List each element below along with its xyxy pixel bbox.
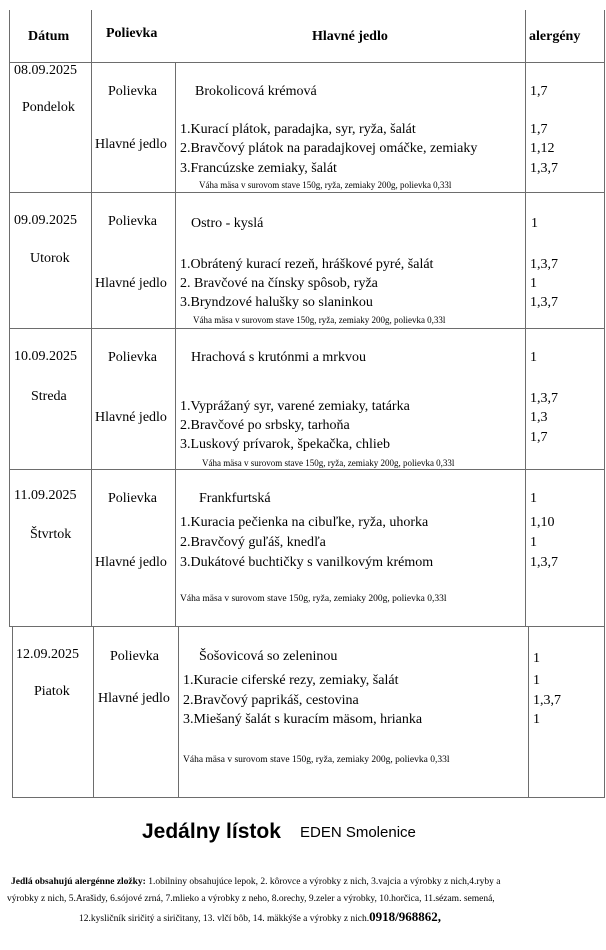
header-allergens: alergény bbox=[529, 29, 581, 44]
main-label: Hlavné jedlo bbox=[95, 410, 167, 425]
main-dish: 3.Dukátové buchtičky s vanilkovým krémom bbox=[180, 555, 434, 570]
main-dish-allergens: 1,3 bbox=[530, 410, 548, 425]
day-name: Utorok bbox=[30, 251, 70, 266]
allergen-legend-line: 1.obilniny obsahujúce lepok, 2. kôrovce a výrobky z nich, 3.vajcia a výrobky z nich,4.ryby a bbox=[145, 877, 501, 887]
soup-name: Brokolicová krémová bbox=[195, 84, 317, 99]
header-soup: Polievka bbox=[106, 26, 158, 41]
main-label: Hlavné jedlo bbox=[95, 276, 167, 291]
soup-name: Ostro - kyslá bbox=[191, 216, 264, 231]
main-dish: 2. Bravčové na čínsky spôsob, ryža bbox=[180, 276, 378, 291]
soup-name: Hrachová s krutónmi a mrkvou bbox=[191, 350, 366, 365]
portion-note: Váha mäsa v surovom stave 150g, ryža, zemiaky 200g, polievka 0,33l bbox=[183, 755, 450, 765]
soup-label: Polievka bbox=[108, 491, 157, 506]
soup-label: Polievka bbox=[108, 84, 157, 99]
main-dish: 3.Bryndzové halušky so slaninkou bbox=[180, 295, 373, 310]
day-date: 09.09.2025 bbox=[14, 213, 77, 228]
allergen-legend-line: 12.kysličník siričitý a siričitany, 13. vlčí bôb, 14. mäkkýše a výrobky z nich. bbox=[79, 914, 370, 924]
portion-note: Váha mäsa v surovom stave 150g, ryža, zemiaky 200g, polievka 0,33l bbox=[202, 458, 455, 468]
main-dish-allergens: 1,3,7 bbox=[530, 555, 558, 570]
day-date: 12.09.2025 bbox=[16, 647, 79, 662]
allergen-legend-line: výrobky z nich, 5.Arašidy, 6.sójové zrná, 7.mlieko a výrobky z neho, 8.orechy, 9.zeler a výrobky, 10.horčica, 11.sézam. semená, bbox=[7, 894, 495, 904]
phone-number: 0918/968862, bbox=[369, 909, 442, 924]
main-label: Hlavné jedlo bbox=[95, 555, 167, 570]
main-dish: 1.Kuracie ciferské rezy, zemiaky, šalát bbox=[183, 673, 399, 688]
day-name: Pondelok bbox=[22, 100, 75, 115]
soup-allergens: 1 bbox=[533, 651, 540, 666]
allergen-legend-lead: Jedlá obsahujú alergénne zložky: bbox=[11, 877, 146, 887]
main-dish-allergens: 1 bbox=[530, 276, 537, 291]
soup-allergens: 1 bbox=[530, 350, 537, 365]
main-dish-allergens: 1 bbox=[533, 673, 540, 688]
soup-label: Polievka bbox=[110, 649, 159, 664]
main-dish-allergens: 1 bbox=[530, 535, 537, 550]
portion-note: Váha mäsa v surovom stave 150g, ryža, zemiaky 200g, polievka 0,33l bbox=[199, 180, 452, 190]
portion-note: Váha mäsa v surovom stave 150g, ryža, zemiaky 200g, polievka 0,33l bbox=[193, 315, 446, 325]
main-dish-allergens: 1,3,7 bbox=[530, 161, 558, 176]
main-dish: 2.Bravčový guľáš, knedľa bbox=[180, 535, 326, 550]
main-dish: 3.Miešaný šalát s kuracím mäsom, hrianka bbox=[183, 712, 423, 727]
main-dish: 3.Francúzske zemiaky, šalát bbox=[180, 161, 337, 176]
soup-label: Polievka bbox=[108, 214, 157, 229]
main-dish-allergens: 1,3,7 bbox=[530, 391, 558, 406]
main-dish-allergens: 1 bbox=[533, 712, 540, 727]
main-dish: 1.Obrátený kurací rezeň, hráškové pyré, šalát bbox=[180, 257, 434, 272]
day-name: Streda bbox=[31, 389, 67, 404]
soup-label: Polievka bbox=[108, 350, 157, 365]
page-title: Jedálny lístok bbox=[142, 820, 281, 843]
main-dish: 3.Luskový prívarok, špekačka, chlieb bbox=[180, 437, 390, 452]
main-dish-allergens: 1,7 bbox=[530, 122, 548, 137]
soup-allergens: 1 bbox=[530, 491, 537, 506]
day-date: 11.09.2025 bbox=[14, 488, 77, 503]
day-name: Piatok bbox=[34, 684, 70, 699]
main-dish-allergens: 1,3,7 bbox=[530, 257, 558, 272]
soup-allergens: 1,7 bbox=[530, 84, 548, 99]
main-label: Hlavné jedlo bbox=[98, 691, 170, 706]
main-dish: 2.Bravčový paprikáš, cestovina bbox=[183, 693, 359, 708]
main-dish-allergens: 1,3,7 bbox=[530, 295, 558, 310]
portion-note: Váha mäsa v surovom stave 150g, ryža, zemiaky 200g, polievka 0,33l bbox=[180, 594, 447, 604]
main-dish-allergens: 1,7 bbox=[530, 430, 548, 445]
soup-allergens: 1 bbox=[531, 216, 538, 231]
main-dish-allergens: 1,12 bbox=[530, 141, 555, 156]
main-dish: 1.Kuracia pečienka na cibuľke, ryža, uhorka bbox=[180, 515, 429, 530]
main-dish: 1.Kurací plátok, paradajka, syr, ryža, šalát bbox=[180, 122, 416, 137]
main-dish-allergens: 1,10 bbox=[530, 515, 555, 530]
restaurant-name: EDEN Smolenice bbox=[300, 824, 416, 841]
day-date: 08.09.2025 bbox=[14, 63, 77, 78]
day-date: 10.09.2025 bbox=[14, 349, 77, 364]
header-main: Hlavné jedlo bbox=[312, 29, 388, 44]
main-dish: 2.Bravčový plátok na paradajkovej omáčke, zemiaky bbox=[180, 141, 478, 156]
main-label: Hlavné jedlo bbox=[95, 137, 167, 152]
main-dish: 2.Bravčové po srbsky, tarhoňa bbox=[180, 418, 350, 433]
main-dish: 1.Vyprážaný syr, varené zemiaky, tatárka bbox=[180, 399, 410, 414]
main-dish-allergens: 1,3,7 bbox=[533, 693, 561, 708]
day-name: Štvrtok bbox=[30, 527, 72, 542]
soup-name: Frankfurtská bbox=[199, 491, 271, 506]
header-date: Dátum bbox=[28, 29, 70, 44]
soup-name: Šošovicová so zeleninou bbox=[199, 649, 338, 664]
